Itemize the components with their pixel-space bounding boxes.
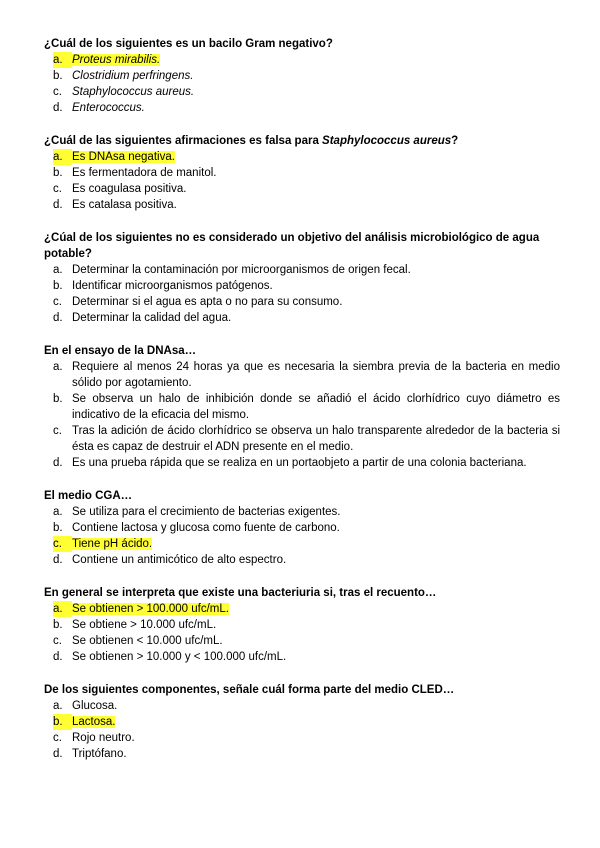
option-letter: b.	[53, 714, 72, 730]
option-text-content: Se obtienen < 10.000 ufc/mL.	[72, 635, 223, 647]
option-text	[72, 601, 560, 617]
answer-option-highlighted	[44, 601, 560, 617]
option-letter: a.	[53, 506, 63, 518]
question-text	[44, 133, 560, 149]
option-text	[72, 552, 560, 568]
question-text	[44, 343, 560, 359]
answer-option	[44, 423, 560, 455]
answer-option	[44, 391, 560, 423]
answer-option	[44, 278, 560, 294]
option-text-content: Enterococcus.	[72, 102, 145, 114]
question-text	[44, 36, 560, 52]
option-letter: d.	[53, 312, 63, 324]
option-text	[72, 310, 560, 326]
answer-option	[44, 100, 560, 116]
option-text-content: Tiene pH ácido.	[72, 538, 153, 550]
option-text	[72, 423, 560, 455]
option-text	[72, 633, 560, 649]
option-text-content: Clostridium perfringens.	[72, 70, 194, 82]
question-text-part: De los siguientes componentes, señale cuál forma parte del medio CLED…	[44, 684, 455, 696]
quiz-document	[44, 36, 560, 779]
question-text-part: ?	[451, 135, 459, 147]
option-text-content: Tras la adición de ácido clorhídrico se observa un halo transparente alrededor de la bacteria si ésta es capaz de destruir el ADN presente en el medio.	[72, 425, 560, 453]
option-text-content: Es catalasa positiva.	[72, 199, 177, 211]
answer-option	[44, 359, 560, 391]
option-text	[72, 504, 560, 520]
question-text-part: Staphylococcus aureus	[322, 135, 452, 147]
option-text	[72, 391, 560, 423]
option-letter: b.	[53, 70, 63, 82]
answer-option	[44, 310, 560, 326]
answer-option	[44, 504, 560, 520]
answer-option	[44, 294, 560, 310]
question-text-part: En general se interpreta que existe una bacteriuria si, tras el recuento…	[44, 587, 437, 599]
option-text	[72, 649, 560, 665]
answer-option	[44, 165, 560, 181]
question-block	[44, 488, 560, 568]
option-text	[72, 520, 560, 536]
question-block	[44, 585, 560, 665]
question-block	[44, 343, 560, 471]
option-list	[44, 359, 560, 471]
option-text	[72, 730, 560, 746]
question-text	[44, 488, 560, 504]
option-text-content: Se obtiene > 10.000 ufc/mL.	[72, 619, 217, 631]
answer-option	[44, 262, 560, 278]
option-text-content: Es DNAsa negativa.	[72, 151, 175, 163]
question-block	[44, 133, 560, 213]
option-letter: a.	[53, 149, 72, 165]
answer-option	[44, 68, 560, 84]
option-letter: c.	[53, 296, 62, 308]
option-text-content: Identificar microorganismos patógenos.	[72, 280, 273, 292]
question-text	[44, 230, 560, 262]
option-letter: d.	[53, 102, 63, 114]
option-text	[72, 278, 560, 294]
question-text-part: ¿Cuál de las siguientes afirmaciones es falsa para	[44, 135, 323, 147]
option-text-content: Es una prueba rápida que se realiza en un portaobjeto a partir de una colonia bacteriana.	[72, 457, 527, 469]
option-letter: b.	[53, 280, 63, 292]
option-text-content: Triptófano.	[72, 748, 127, 760]
option-text	[72, 68, 560, 84]
answer-option-highlighted	[44, 149, 560, 165]
answer-option-highlighted	[44, 714, 560, 730]
option-text	[72, 294, 560, 310]
option-text	[72, 262, 560, 278]
option-text	[72, 455, 560, 471]
option-text-content: Es coagulasa positiva.	[72, 183, 187, 195]
option-letter: a.	[53, 264, 63, 276]
answer-option	[44, 633, 560, 649]
answer-option	[44, 698, 560, 714]
answer-option	[44, 617, 560, 633]
option-text-content: Proteus mirabilis.	[72, 54, 161, 66]
option-letter: d.	[53, 651, 63, 663]
option-list	[44, 504, 560, 568]
option-letter: a.	[53, 700, 63, 712]
option-list	[44, 52, 560, 116]
answer-option	[44, 649, 560, 665]
question-text-part: ¿Cuál de los siguientes es un bacilo Gram negativo?	[44, 38, 333, 50]
option-text	[72, 746, 560, 762]
option-text-content: Rojo neutro.	[72, 732, 135, 744]
option-text	[72, 52, 560, 68]
option-letter: c.	[53, 635, 62, 647]
question-text-part: El medio CGA…	[44, 490, 133, 502]
option-letter: b.	[53, 522, 63, 534]
option-text	[72, 149, 560, 165]
option-text	[72, 181, 560, 197]
option-letter: c.	[53, 86, 62, 98]
option-text-content: Contiene un antimicótico de alto espectro.	[72, 554, 287, 566]
option-text-content: Glucosa.	[72, 700, 118, 712]
option-list	[44, 698, 560, 762]
option-list	[44, 262, 560, 326]
answer-option	[44, 197, 560, 213]
option-text	[72, 100, 560, 116]
option-text	[72, 617, 560, 633]
option-letter: d.	[53, 457, 63, 469]
option-list	[44, 601, 560, 665]
option-text	[72, 165, 560, 181]
answer-option	[44, 181, 560, 197]
option-letter: c.	[53, 536, 72, 552]
question-text-part: En el ensayo de la DNAsa…	[44, 345, 197, 357]
answer-option	[44, 455, 560, 471]
option-text-content: Se utiliza para el crecimiento de bacterias exigentes.	[72, 506, 341, 518]
option-letter: d.	[53, 748, 63, 760]
option-text-content: Se observa un halo de inhibición donde se añadió el ácido clorhídrico cuyo diámetro es indicativo de la eficacia del mismo.	[72, 393, 560, 421]
option-letter: d.	[53, 554, 63, 566]
option-text-content: Se obtienen > 10.000 y < 100.000 ufc/mL.	[72, 651, 287, 663]
answer-option	[44, 746, 560, 762]
option-text	[72, 84, 560, 100]
option-text	[72, 536, 560, 552]
answer-option	[44, 730, 560, 746]
option-text-content: Se obtienen > 100.000 ufc/mL.	[72, 603, 229, 615]
option-letter: a.	[53, 601, 72, 617]
option-text	[72, 698, 560, 714]
option-letter: b.	[53, 393, 63, 405]
option-text	[72, 359, 560, 391]
option-text-content: Staphylococcus aureus.	[72, 86, 195, 98]
option-text-content: Contiene lactosa y glucosa como fuente de carbono.	[72, 522, 340, 534]
answer-option	[44, 520, 560, 536]
option-text	[72, 714, 560, 730]
option-text-content: Determinar la calidad del agua.	[72, 312, 232, 324]
option-letter: c.	[53, 732, 62, 744]
question-block	[44, 682, 560, 762]
option-text-content: Determinar si el agua es apta o no para su consumo.	[72, 296, 343, 308]
answer-option	[44, 552, 560, 568]
option-list	[44, 149, 560, 213]
option-text-content: Lactosa.	[72, 716, 116, 728]
option-letter: b.	[53, 619, 63, 631]
question-text	[44, 585, 560, 601]
answer-option	[44, 84, 560, 100]
option-letter: a.	[53, 361, 63, 373]
answer-option-highlighted	[44, 52, 560, 68]
option-text-content: Es fermentadora de manitol.	[72, 167, 217, 179]
option-text-content: Requiere al menos 24 horas ya que es necesaria la siembra previa de la bacteria en medio sólido por agotamiento.	[72, 361, 560, 389]
question-text-part: ¿Cúal de los siguientes no es considerado un objetivo del análisis microbiológico de agua potable?	[44, 232, 540, 260]
option-letter: d.	[53, 199, 63, 211]
option-letter: c.	[53, 183, 62, 195]
question-block	[44, 36, 560, 116]
option-letter: a.	[53, 52, 72, 68]
answer-option-highlighted	[44, 536, 560, 552]
option-letter: c.	[53, 425, 62, 437]
question-text	[44, 682, 560, 698]
option-letter: b.	[53, 167, 63, 179]
question-block	[44, 230, 560, 326]
option-text-content: Determinar la contaminación por microorganismos de origen fecal.	[72, 264, 411, 276]
option-text	[72, 197, 560, 213]
